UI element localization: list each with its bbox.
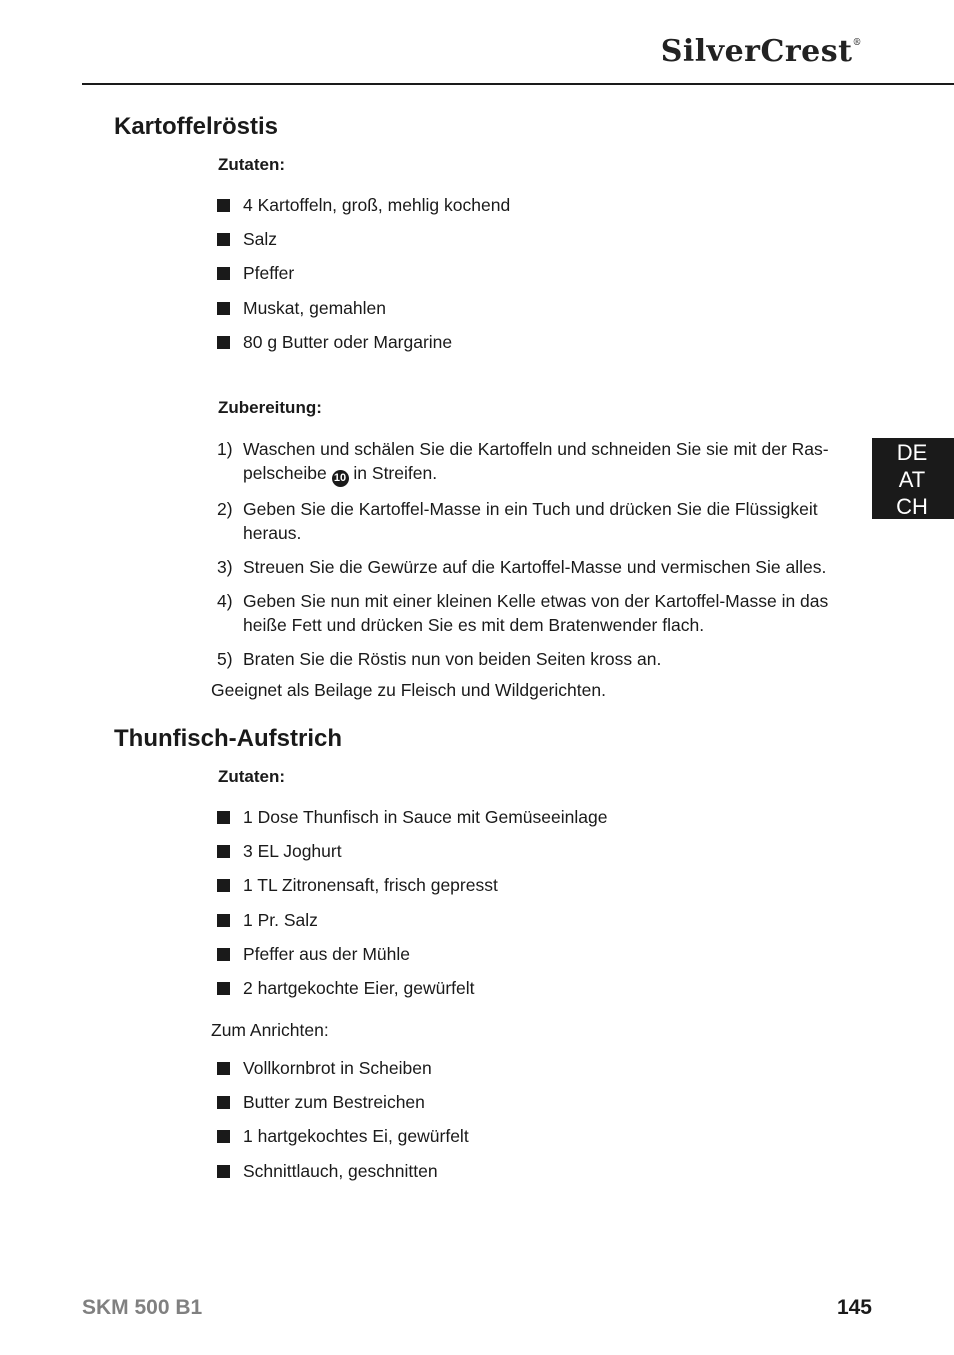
preparation-steps [217,437,832,671]
list-item [217,841,607,875]
list-item [217,944,607,978]
list-item [217,1058,469,1092]
bullet-square-icon [217,199,230,212]
ingredient-text: 4 Kartoffeln, groß, mehlig kochend [243,195,511,215]
step-item [217,555,832,579]
list-item [217,807,607,841]
list-item [217,1161,469,1195]
lang-at: AT [898,467,926,492]
list-item [217,1092,469,1126]
ingredient-text: 1 TL Zitronensaft, frisch gepresst [243,875,498,896]
step-number: 2) [217,499,233,519]
bullet-square-icon [217,267,230,280]
step-text: in Streifen. [348,463,438,483]
bullet-square-icon [217,336,230,349]
ingredient-text: 1 Pr. Salz [243,909,318,930]
lang-de: DE [896,440,928,465]
list-item [217,1126,469,1160]
ingredient-text: Pfeffer [243,263,295,284]
bullet-square-icon [217,948,230,961]
step-number: 1) [217,439,233,459]
list-item [217,229,510,263]
ingredient-text: 3 EL Joghurt [243,841,342,862]
step-number: 3) [217,557,233,577]
step-number: 5) [217,649,233,669]
step-text: Streuen Sie die Gewürze auf die Kartoffel-Masse und vermischen Sie alles. [243,557,827,577]
step-number: 4) [217,591,233,611]
serving-text: Vollkornbrot in Scheiben [243,1058,432,1078]
step-item [217,589,832,637]
ingredient-text: 1 Dose Thunfisch in Sauce mit Gemüseeinlage [243,807,608,827]
list-item [217,875,607,909]
bullet-square-icon [217,1165,230,1178]
list-item [217,910,607,944]
brand-logo [661,34,862,69]
footer-model-number: SKM 500 B1 [82,1296,203,1319]
ingredients-heading: Zutaten: [218,767,286,786]
bullet-square-icon [217,1062,230,1075]
step-item [217,647,832,671]
bullet-square-icon [217,879,230,892]
step-item [217,437,832,487]
bullet-square-icon [217,914,230,927]
serving-text: Butter zum Bestreichen [243,1092,425,1113]
bullet-square-icon [217,811,230,824]
language-tab [872,438,954,519]
header-rule [82,83,954,85]
part-ref-10-icon: 10 [332,470,349,487]
bullet-square-icon [217,233,230,246]
list-item [217,978,607,1012]
step-text: Geben Sie die Kartoffel-Masse in ein Tuch und drücken Sie die Flüssigkeit heraus. [243,499,818,543]
page-number: 145 [836,1296,872,1319]
step-item [217,497,832,545]
ingredients-list [217,195,510,366]
list-item [217,195,510,229]
ingredients-list [217,807,607,1012]
registered-mark: ® [852,38,862,48]
serving-list [217,1058,469,1195]
bullet-square-icon [217,1130,230,1143]
bullet-square-icon [217,845,230,858]
recipe-title-thunfisch-aufstrich: Thunfisch-Aufstrich [114,725,342,752]
serving-heading: Zum Anrichten: [211,1020,329,1040]
list-item [217,263,510,297]
bullet-square-icon [217,1096,230,1109]
lang-ch: CH [896,494,928,519]
ingredient-text: Salz [243,229,278,250]
ingredients-heading: Zutaten: [218,155,286,174]
brand-name: SilverCrest [660,34,853,69]
list-item [217,332,510,366]
ingredient-text: Muskat, gemahlen [243,297,386,318]
ingredient-text: 80 g Butter oder Margarine [243,331,453,352]
serving-text: Schnittlauch, geschnitten [243,1160,438,1181]
serving-text: 1 hartgekochtes Ei, gewürfelt [243,1126,469,1147]
ingredient-text: Pfeffer aus der Mühle [243,943,410,964]
step-text: Geben Sie nun mit einer kleinen Kelle etwas von der Kartoffel-Masse in das heiße Fett und drücken Sie es mit dem Bratenwender flach. [243,591,829,635]
step-text: Waschen und schälen Sie die Kartoffeln und schneiden Sie sie mit der Raspelscheibe [243,439,829,483]
bullet-square-icon [217,982,230,995]
preparation-heading: Zubereitung: [218,398,322,417]
step-text: Braten Sie die Röstis nun von beiden Seiten kross an. [243,649,662,669]
recipe-title-kartoffelroestis: Kartoffelröstis [114,113,279,140]
ingredient-text: 2 hartgekochte Eier, gewürfelt [243,977,475,998]
serving-note: Geeignet als Beilage zu Fleisch und Wildgerichten. [211,680,606,700]
bullet-square-icon [217,302,230,315]
list-item [217,298,510,332]
